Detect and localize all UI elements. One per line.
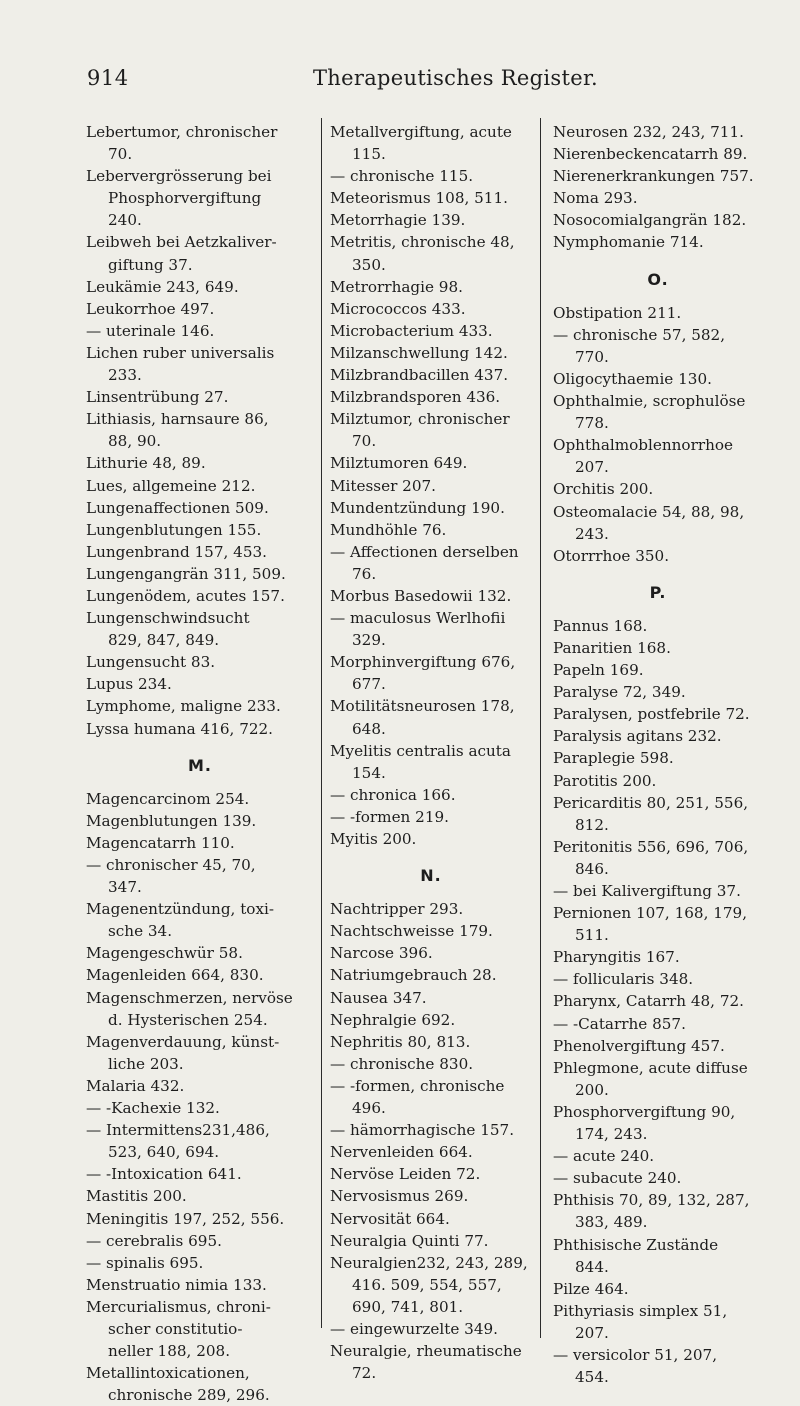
index-entry: Paraplegie 598. xyxy=(553,749,674,768)
index-entry: Neuralgie, rheumatische 72. xyxy=(330,1342,522,1383)
index-entry: Neurosen 232, 243, 711. xyxy=(553,123,744,141)
index-entry: Mundentzündung 190. xyxy=(330,498,505,517)
index-entry: Magenentzündung, toxi- sche 34. xyxy=(86,900,274,941)
index-entry: Lungenbrand 157, 453. xyxy=(86,542,267,561)
index-entry: Neuralgia Quinti 77. xyxy=(330,1231,489,1250)
index-entry: Pericarditis 80, 251, 556, 812. xyxy=(553,793,749,834)
index-entry: Pilze 464. xyxy=(553,1279,629,1298)
index-entry: — acute 240. xyxy=(553,1147,655,1166)
index-entry: — spinalis 695. xyxy=(86,1253,204,1272)
index-entry: Milzbrandsporen 436. xyxy=(330,388,501,407)
index-entry: Lyssa humana 416, 722. xyxy=(86,719,274,738)
index-entry: Nachtripper 293. xyxy=(330,900,464,919)
index-entry: Nervosität 664. xyxy=(330,1209,450,1228)
index-entry: — chronische 57, 582, 770. xyxy=(553,325,726,366)
index-entry: Lithurie 48, 89. xyxy=(86,454,206,473)
index-entry: Mercurialismus, chroni- scher constitutio- neller 188, 208. xyxy=(86,1297,271,1361)
index-entry: Magenblutungen 139. xyxy=(86,811,257,830)
index-entry: Nephralgie 692. xyxy=(330,1010,456,1029)
index-entry: Pharynx, Catarrh 48, 72. xyxy=(553,992,744,1011)
index-column-1 xyxy=(86,121,314,1405)
index-entry: Noma 293. xyxy=(553,189,638,208)
index-entry: Phthisis 70, 89, 132, 287, 383, 489. xyxy=(553,1191,750,1232)
index-entry: Microbacterium 433. xyxy=(330,321,493,340)
index-entry: Mastitis 200. xyxy=(86,1187,187,1206)
index-entry: Nervenleiden 664. xyxy=(330,1143,473,1162)
running-title: Therapeutisches Register. xyxy=(313,66,598,90)
page-header xyxy=(0,66,800,100)
index-entry: — uterinale 146. xyxy=(86,321,215,340)
index-entry: Meteorismus 108, 511. xyxy=(330,189,508,208)
index-entry: Milztumoren 649. xyxy=(330,454,468,473)
index-entry: Nymphomanie 714. xyxy=(553,233,704,252)
index-entry: — eingewurzelte 349. xyxy=(330,1319,498,1338)
index-entry: Paralyse 72, 349. xyxy=(553,683,686,702)
index-entry: Lungensucht 83. xyxy=(86,653,216,672)
index-entry: Malaria 432. xyxy=(86,1076,185,1095)
section-letter-heading: M. xyxy=(188,755,212,775)
index-entry: Magencarcinom 254. xyxy=(86,789,250,808)
index-entry: — -Kachexie 132. xyxy=(86,1099,220,1118)
index-entry: Nachtschweisse 179. xyxy=(330,922,493,941)
index-entry: Micrococcos 433. xyxy=(330,299,466,318)
index-entry: Lungenödem, acutes 157. xyxy=(86,586,285,605)
index-entry: Panaritien 168. xyxy=(553,638,671,657)
index-entry: Nausea 347. xyxy=(330,988,427,1007)
page-number: 914 xyxy=(87,66,129,90)
index-entry: Magenschmerzen, nervöse d. Hysterischen 254. xyxy=(86,988,293,1029)
index-entry: — chronica 166. xyxy=(330,785,456,804)
index-entry: Myelitis centralis acuta 154. xyxy=(330,741,511,782)
index-entry: — -Intoxication 641. xyxy=(86,1165,242,1184)
index-entry: Lebertumor, chronischer 70. xyxy=(86,123,278,164)
index-entry: — -formen 219. xyxy=(330,807,449,826)
index-entry: Nierenbeckencatarrh 89. xyxy=(553,145,748,164)
index-entry: Lichen ruber universalis 233. xyxy=(86,343,275,385)
index-entry: Magenverdauung, künst- liche 203. xyxy=(86,1032,280,1073)
index-entry: Magenleiden 664, 830. xyxy=(86,966,264,985)
section-letter-heading: P. xyxy=(649,582,667,602)
index-entry: Lungengangrän 311, 509. xyxy=(86,564,286,583)
index-entry: Metritis, chronische 48, 350. xyxy=(330,233,515,274)
index-entry: Motilitätsneurosen 178, 648. xyxy=(330,697,515,738)
index-entry: Lebervergrösserung bei Phosphorvergiftung 240. xyxy=(86,167,272,230)
index-entry: — cerebralis 695. xyxy=(86,1231,222,1250)
index-entry: Mundhöhle 76. xyxy=(330,520,447,539)
index-entry: — chronische 115. xyxy=(330,167,474,186)
index-entry: Metrorrhagie 98. xyxy=(330,277,463,296)
index-entry: Leukämie 243, 649. xyxy=(86,277,239,296)
index-entry: — subacute 240. xyxy=(553,1169,682,1188)
section-letter-heading: N. xyxy=(420,866,442,886)
index-entry: Leukorrhoe 497. xyxy=(86,299,215,318)
index-entry: Lungenblutungen 155. xyxy=(86,520,262,539)
index-column-3 xyxy=(553,121,763,1387)
index-entry: Otorrrhoe 350. xyxy=(553,546,670,565)
index-entry: Metorrhagie 139. xyxy=(330,211,466,230)
index-entry: — chronischer 45, 70, 347. xyxy=(86,856,256,897)
index-entry: Nephritis 80, 813. xyxy=(330,1032,471,1051)
index-entry: Papeln 169. xyxy=(553,661,644,680)
index-entry: Mitesser 207. xyxy=(330,476,436,495)
index-entry: Phosphorvergiftung 90, 174, 243. xyxy=(553,1102,736,1144)
index-entry: Pernionen 107, 168, 179, 511. xyxy=(553,904,748,945)
index-entry: Lungenschwindsucht 829, 847, 849. xyxy=(86,609,250,650)
index-entry: Linsentrübung 27. xyxy=(86,388,229,407)
index-entry: — versicolor 51, 207, 454. xyxy=(553,1345,718,1387)
index-entry: Leibweh bei Aetzkaliver- giftung 37. xyxy=(86,233,277,274)
index-entry: — Affectionen derselben 76. xyxy=(330,542,519,583)
index-entry: — maculosus Werlhofii 329. xyxy=(330,609,506,650)
index-entry: Lupus 234. xyxy=(86,675,172,694)
index-entry: Nervosismus 269. xyxy=(330,1187,469,1206)
index-entry: Ophthalmoblennorrhoe 207. xyxy=(553,436,734,477)
index-entry: Pharyngitis 167. xyxy=(553,948,680,967)
index-entry: Orchitis 200. xyxy=(553,480,654,499)
index-entry: Ophthalmie, scrophulöse 778. xyxy=(553,392,746,433)
column-divider xyxy=(540,118,541,1338)
index-entry: Parotitis 200. xyxy=(553,771,657,790)
index-entry: Narcose 396. xyxy=(330,944,433,963)
index-entry: Natriumgebrauch 28. xyxy=(330,966,497,985)
index-entry: Peritonitis 556, 696, 706, 846. xyxy=(553,837,749,878)
index-entry: Paralysen, postfebrile 72. xyxy=(553,705,750,724)
index-entry: Pithyriasis simplex 51, 207. xyxy=(553,1301,728,1342)
index-entry: Magencatarrh 110. xyxy=(86,833,235,852)
index-entry: — -formen, chronische 496. xyxy=(330,1076,505,1118)
index-entry: Magengeschwür 58. xyxy=(86,944,243,963)
index-entry: — chronische 830. xyxy=(330,1054,474,1073)
index-entry: — -Catarrhe 857. xyxy=(553,1014,686,1033)
index-entry: Metallintoxicationen, chronische 289, 296. xyxy=(86,1364,270,1405)
index-entry: — Intermittens231,486, 523, 640, 694. xyxy=(86,1121,270,1162)
index-entry: Nervöse Leiden 72. xyxy=(330,1165,481,1184)
index-entry: — bei Kalivergiftung 37. xyxy=(553,882,741,900)
column-divider xyxy=(321,118,322,1328)
index-entry: Milztumor, chronischer 70. xyxy=(330,410,510,451)
index-entry: Phthisische Zustände 844. xyxy=(553,1235,719,1276)
index-entry: Nierenerkrankungen 757. xyxy=(553,167,754,186)
section-letter-heading: O. xyxy=(647,269,669,289)
index-entry: Pannus 168. xyxy=(553,616,648,635)
index-entry: Milzanschwellung 142. xyxy=(330,343,508,362)
index-entry: Milzbrandbacillen 437. xyxy=(330,366,509,385)
index-entry: Lithiasis, harnsaure 86, 88, 90. xyxy=(86,410,269,451)
index-entry: Lymphome, maligne 233. xyxy=(86,697,281,716)
index-entry: Metallvergiftung, acute 115. xyxy=(330,123,512,164)
index-entry: — follicularis 348. xyxy=(553,970,694,989)
index-entry: Phenolvergiftung 457. xyxy=(553,1036,725,1055)
index-entry: Myitis 200. xyxy=(330,830,417,848)
index-entry: Paralysis agitans 232. xyxy=(553,727,722,746)
index-entry: Osteomalacie 54, 88, 98, 243. xyxy=(553,502,745,543)
index-entry: Lues, allgemeine 212. xyxy=(86,476,256,495)
index-entry: — hämorrhagische 157. xyxy=(330,1121,515,1140)
index-column-2 xyxy=(330,121,532,1383)
index-entry: Lungenaffectionen 509. xyxy=(86,498,269,517)
index-entry: Morphinvergiftung 676, 677. xyxy=(330,653,516,694)
index-entry: Meningitis 197, 252, 556. xyxy=(86,1209,285,1228)
index-entry: Neuralgien232, 243, 289, 416. 509, 554, 557, 690, 741, 801. xyxy=(330,1253,528,1316)
index-entry: Phlegmone, acute diffuse 200. xyxy=(553,1058,748,1099)
index-entry: Oligocythaemie 130. xyxy=(553,369,712,388)
index-entry: Nosocomialgangrän 182. xyxy=(553,211,747,230)
index-entry: Obstipation 211. xyxy=(553,303,682,322)
index-entry: Morbus Basedowii 132. xyxy=(330,586,512,605)
index-entry: Menstruatio nimia 133. xyxy=(86,1275,267,1294)
